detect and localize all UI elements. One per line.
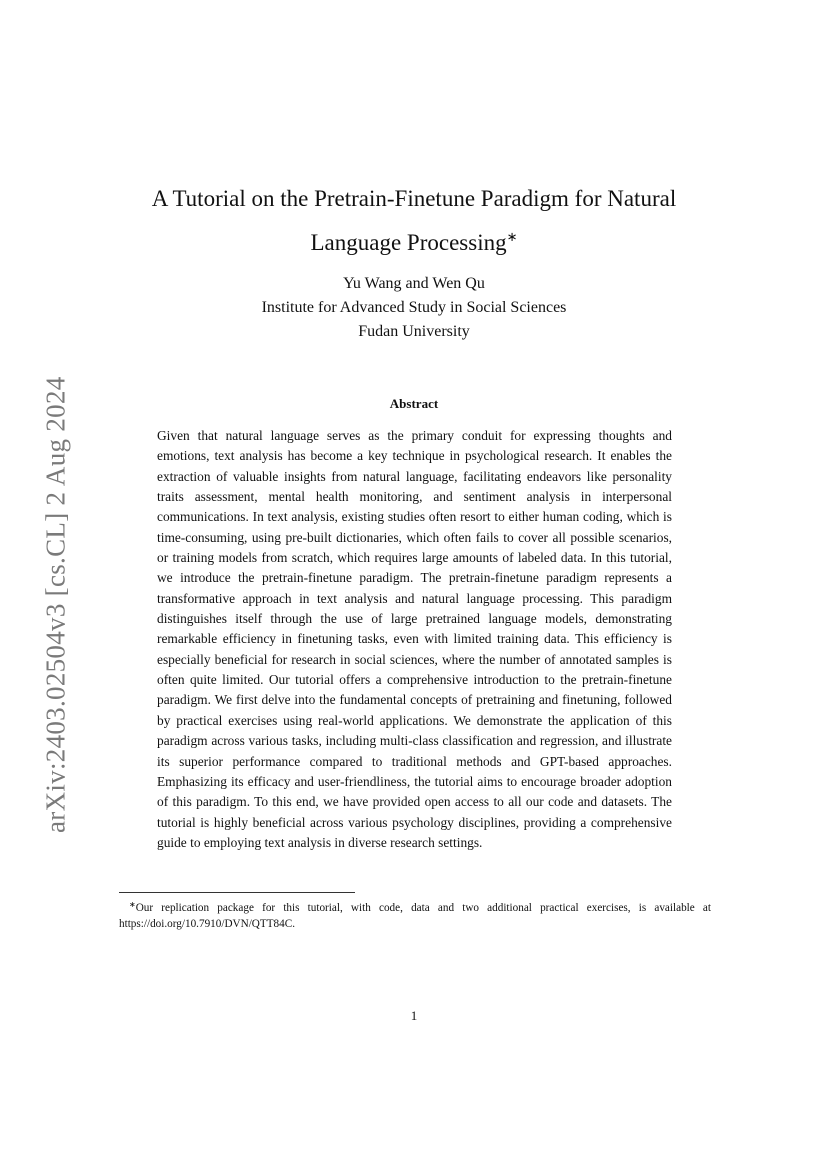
paper-title-text: A Tutorial on the Pretrain-Finetune Paradigm for Natural Language Processing (151, 186, 677, 255)
footnote-mark: ∗ (129, 900, 136, 909)
page-number: 1 (410, 1008, 418, 1023)
author-university: Fudan University (358, 323, 470, 340)
author-institute: Institute for Advanced Study in Social Sciences (261, 299, 567, 316)
paper-title (120, 180, 708, 262)
author-block (120, 272, 708, 344)
title-footnote-mark: ∗ (506, 229, 518, 244)
footnote-text: Our replication package for this tutorial, with code, data and two additional practical exercises, is available at https://doi.org/10.7910/DVN/QTT84C. (119, 902, 711, 930)
arxiv-identifier: arXiv:2403.02504v3 [cs.CL] 2 Aug 2024 (40, 376, 71, 834)
footnote-rule (119, 892, 355, 893)
footnote (119, 897, 711, 932)
abstract-heading: Abstract (389, 396, 439, 411)
abstract-body: Given that natural language serves as the primary conduit for expressing thoughts and emotions, text analysis has become a key technique in psychological research. It enables the extraction of valuable insights from natural language, facilitating endeavors like personality traits assessment, mental health monitoring, and sentiment analysis in interpersonal communications. In text analysis, existing studies often resort to either human coding, which is time-consuming, using pre-built dictionaries, which often fails to cover all possible scenarios, or training models from scratch, which requires large amounts of labeled data. In this tutorial, we introduce the pretrain-finetune paradigm. The pretrain-finetune paradigm represents a transformative approach in text analysis and natural language processing. This paradigm distinguishes itself through the use of large pretrained language models, demonstrating remarkable efficiency in finetuning tasks, even with limited training data. This efficiency is especially beneficial for research in social sciences, where the number of annotated samples is often quite limited. Our tutorial offers a comprehensive introduction to the pretrain-finetune paradigm. We first delve into the fundamental concepts of pretraining and finetuning, followed by practical exercises using real-world applications. We demonstrate the application of this paradigm across various tasks, including multi-class classification and regression, and illustrate its superior performance compared to traditional methods and GPT-based approaches. Emphasizing its efficacy and user-friendliness, the tutorial aims to encourage broader adoption of this paradigm. To this end, we have provided open access to all our code and datasets. The tutorial is highly beneficial across various psychology disciplines, providing a comprehensive guide to employing text analysis in diverse research settings. (157, 428, 672, 850)
author-names: Yu Wang and Wen Qu (343, 275, 485, 292)
